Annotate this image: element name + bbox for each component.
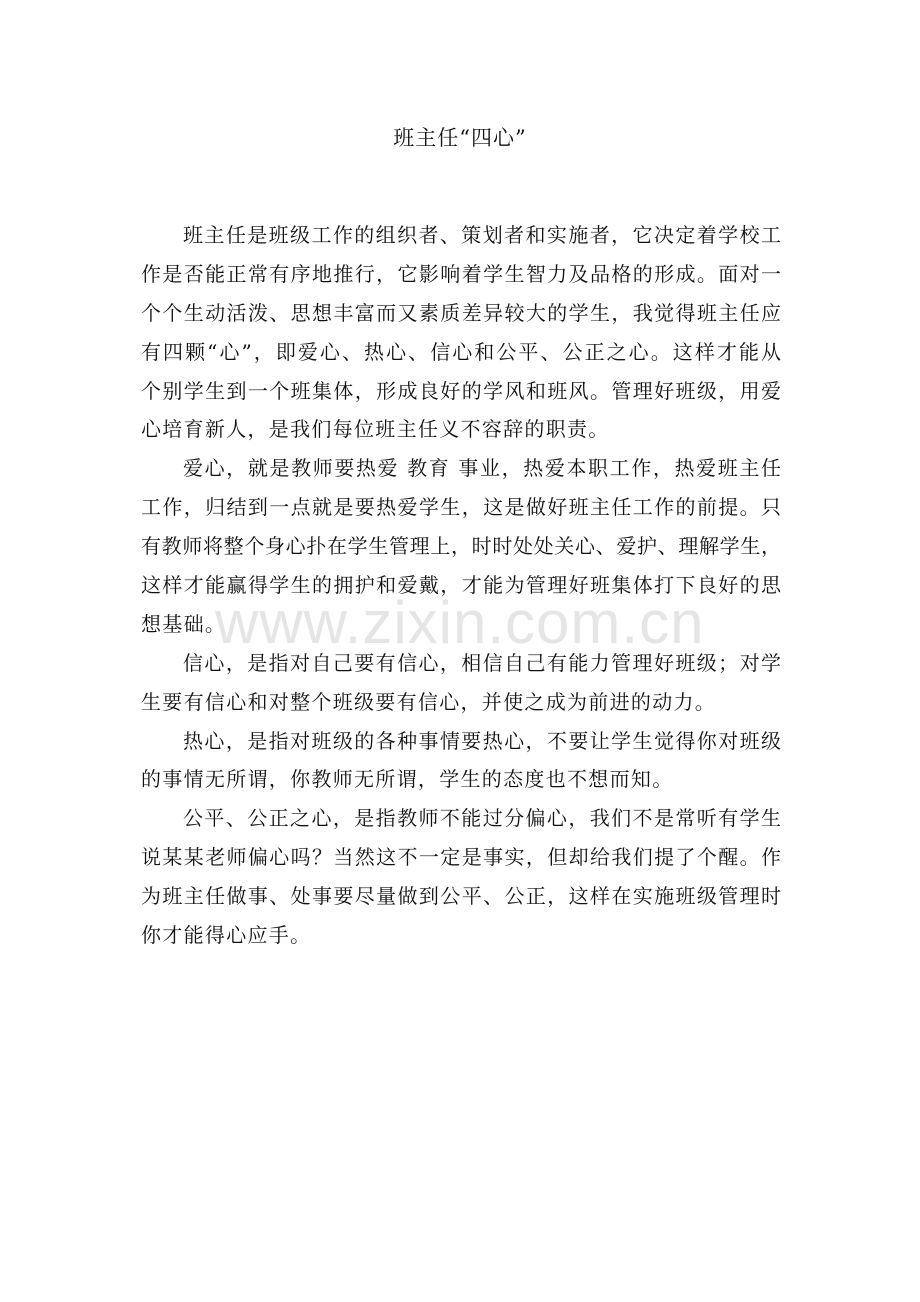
paragraph bbox=[141, 722, 781, 800]
text-line: 热心，是指对班级的各种事情要热心，不要让学生觉得你对班级 bbox=[183, 728, 781, 753]
text-line: 你才能得心应手。 bbox=[141, 923, 312, 948]
text-line: 生要有信心和对整个班级要有信心，并使之成为前进的动力。 bbox=[141, 689, 717, 714]
text-line: 作是否能正常有序地推行，它影响着学生智力及品格的形成。面对一 bbox=[141, 261, 781, 286]
text-line: 想基础。 bbox=[141, 611, 227, 636]
text-line: 公平、公正之心，是指教师不能过分偏心，我们不是常听有学生 bbox=[183, 806, 781, 831]
text-line: 爱心，就是教师要热爱 教育 事业，热爱本职工作，热爱班主任 bbox=[183, 456, 781, 481]
text-line: 个个生动活泼、思想丰富而又素质差异较大的学生，我觉得班主任应 bbox=[141, 300, 781, 325]
text-line: 心培育新人，是我们每位班主任义不容辞的职责。 bbox=[141, 417, 610, 442]
paragraph bbox=[141, 799, 781, 955]
paragraph bbox=[141, 216, 781, 449]
text-line: 的事情无所谓，你教师无所谓，学生的态度也不想而知。 bbox=[141, 767, 674, 792]
text-line: 个别学生到一个班集体，形成良好的学风和班风。管理好班级，用爱 bbox=[141, 378, 781, 403]
document-body bbox=[141, 216, 781, 955]
text-line: 这样才能赢得学生的拥护和爱戴，才能为管理好班集体打下良好的思 bbox=[141, 573, 781, 598]
paragraph bbox=[141, 644, 781, 722]
watermark: www.zixin.com.cn bbox=[215, 589, 705, 656]
paragraph bbox=[141, 449, 781, 643]
text-line: 为班主任做事、处事要尽量做到公平、公正，这样在实施班级管理时 bbox=[141, 884, 781, 909]
text-line: 工作，归结到一点就是要热爱学生，这是做好班主任工作的前提。只 bbox=[141, 495, 781, 520]
text-line: 班主任是班级工作的组织者、策划者和实施者，它决定着学校工 bbox=[183, 223, 781, 247]
text-line: 有四颗“心”，即爱心、热心、信心和公平、公正之心。这样才能从 bbox=[141, 339, 781, 364]
text-line: 有教师将整个身心扑在学生管理上，时时处处关心、爱护、理解学生， bbox=[141, 534, 781, 559]
text-line: 信心，是指对自己要有信心，相信自己有能力管理好班级；对学 bbox=[183, 650, 781, 675]
text-line: 说某某老师偏心吗？当然这不一定是事实，但却给我们提了个醒。作 bbox=[141, 845, 781, 870]
document-title: 班主任“四心” bbox=[393, 126, 527, 150]
